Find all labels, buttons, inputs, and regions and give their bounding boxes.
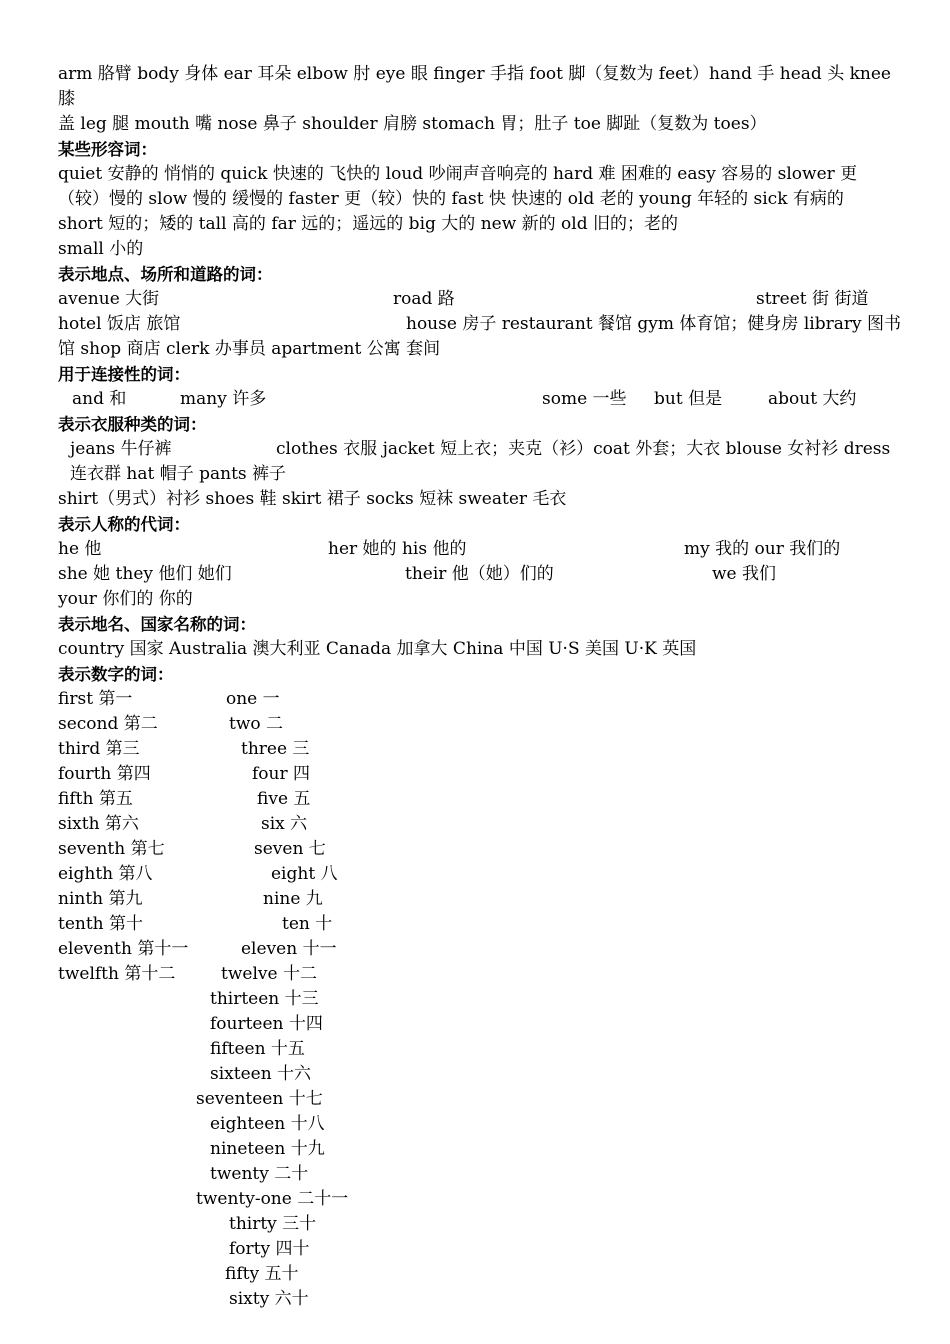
cardinal-item: fifteen 十五: [210, 1039, 305, 1059]
cardinal-item: six 六: [261, 814, 308, 834]
cardinal-item: two 二: [229, 714, 284, 734]
places-line-3: 馆 shop 商店 clerk 办事员 apartment 公寓 套间: [58, 339, 441, 359]
pronouns-heading: 表示人称的代词：: [58, 515, 190, 534]
cardinal-item: one 一: [226, 689, 280, 709]
places-street: street 街 街道: [756, 289, 869, 309]
adjectives-line-2: （较）慢的 slow 慢的 缓慢的 faster 更（较）快的 fast 快 快速的 old 老的 young 年轻的 sick 有病的: [58, 189, 844, 209]
ordinal-item: second 第二: [58, 714, 158, 734]
cardinal-item: fifty 五十: [225, 1264, 299, 1284]
connector-and: and 和: [72, 389, 127, 409]
cardinal-item: eleven 十一: [241, 939, 337, 959]
places-house: house 房子 restaurant 餐馆 gym 体育馆；健身房 library 图书: [406, 314, 901, 334]
ordinal-item: tenth 第十: [58, 914, 144, 934]
pronoun-we: we 我们: [712, 564, 777, 584]
connector-some: some 一些: [542, 389, 627, 409]
connector-but: but 但是: [654, 389, 723, 409]
connector-about: about 大约: [768, 389, 857, 409]
clothes-line-3: shirt（男式）衬衫 shoes 鞋 skirt 裙子 socks 短袜 sweater 毛衣: [58, 489, 567, 509]
cardinal-item: twelve 十二: [221, 964, 317, 984]
ordinal-item: ninth 第九: [58, 889, 143, 909]
clothes-heading: 表示衣服种类的词：: [58, 415, 207, 434]
cardinal-item: twenty 二十: [210, 1164, 309, 1184]
places-hotel: hotel 饭店 旅馆: [58, 314, 181, 334]
places-road: road 路: [393, 289, 455, 309]
numbers-heading: 表示数字的词：: [58, 665, 174, 684]
cardinal-item: fourteen 十四: [210, 1014, 323, 1034]
pronoun-she-they: she 她 they 他们 她们: [58, 564, 232, 584]
connector-many: many 许多: [180, 389, 267, 409]
adjectives-line-4: small 小的: [58, 239, 144, 259]
cardinal-item: four 四: [252, 764, 311, 784]
clothes-list: clothes 衣服 jacket 短上衣；夹克（衫）coat 外套；大衣 blouse 女衬衫 dress: [276, 439, 891, 459]
ordinal-item: eleventh 第十一: [58, 939, 189, 959]
pronouns-line-3: your 你们的 你的: [58, 589, 193, 609]
cardinal-item: eight 八: [271, 864, 338, 884]
countries-heading: 表示地名、国家名称的词：: [58, 615, 256, 634]
ordinal-item: fifth 第五: [58, 789, 133, 809]
cardinal-item: nine 九: [263, 889, 323, 909]
cardinal-item: sixty 六十: [229, 1289, 309, 1309]
pronoun-her-his: her 她的 his 他的: [328, 539, 467, 559]
body-parts-line-1: arm 胳臂 body 身体 ear 耳朵 elbow 肘 eye 眼 finger 手指 foot 脚（复数为 feet）hand 手 head 头 knee 膝: [58, 64, 891, 109]
pronoun-my-our: my 我的 our 我们的: [684, 539, 841, 559]
pronoun-he: he 他: [58, 539, 102, 559]
body-parts-line-2: 盖 leg 腿 mouth 嘴 nose 鼻子 shoulder 肩膀 stomach 胃；肚子 toe 脚趾（复数为 toes）: [58, 114, 767, 134]
pronouns-row-1: [58, 537, 892, 562]
places-avenue: avenue 大街: [58, 289, 160, 309]
places-heading: 表示地点、场所和道路的词：: [58, 265, 273, 284]
cardinal-item: three 三: [241, 739, 310, 759]
ordinal-item: sixth 第六: [58, 814, 139, 834]
ordinal-item: fourth 第四: [58, 764, 151, 784]
connectors-row: [58, 387, 892, 412]
cardinal-item: nineteen 十九: [210, 1139, 325, 1159]
clothes-jeans: jeans 牛仔裤: [70, 439, 172, 459]
countries-line-1: country 国家 Australia 澳大利亚 Canada 加拿大 China 中国 U·S 美国 U·K 英国: [58, 639, 697, 659]
ordinal-item: twelfth 第十二: [58, 964, 176, 984]
clothes-line-2: 连衣群 hat 帽子 pants 裤子: [70, 464, 287, 484]
document-page: [58, 62, 901, 1312]
places-row-1: [58, 287, 892, 312]
ordinal-item: eighth 第八: [58, 864, 153, 884]
clothes-row-1: [58, 437, 892, 462]
numbers-table: [58, 687, 892, 1312]
cardinal-item: twenty-one 二十一: [196, 1189, 349, 1209]
adjectives-heading: 某些形容词：: [58, 140, 157, 159]
adjectives-line-1: quiet 安静的 悄悄的 quick 快速的 飞快的 loud 吵闹声音响亮的 hard 难 困难的 easy 容易的 slower 更: [58, 164, 858, 184]
ordinal-item: third 第三: [58, 739, 140, 759]
cardinal-item: forty 四十: [229, 1239, 310, 1259]
ordinal-item: seventh 第七: [58, 839, 165, 859]
connectors-heading: 用于连接性的词：: [58, 365, 190, 384]
cardinal-item: thirty 三十: [229, 1214, 317, 1234]
cardinal-item: sixteen 十六: [210, 1064, 312, 1084]
cardinal-item: seventeen 十七: [196, 1089, 323, 1109]
cardinal-item: seven 七: [254, 839, 326, 859]
places-row-2: [58, 312, 901, 337]
adjectives-line-3: short 短的；矮的 tall 高的 far 远的；遥远的 big 大的 new 新的 old 旧的；老的: [58, 214, 679, 234]
cardinal-item: ten 十: [282, 914, 333, 934]
ordinal-item: first 第一: [58, 689, 133, 709]
cardinal-item: thirteen 十三: [210, 989, 319, 1009]
cardinal-item: eighteen 十八: [210, 1114, 325, 1134]
pronouns-row-2: [58, 562, 892, 587]
pronoun-their: their 他（她）们的: [405, 564, 554, 584]
cardinal-item: five 五: [257, 789, 311, 809]
